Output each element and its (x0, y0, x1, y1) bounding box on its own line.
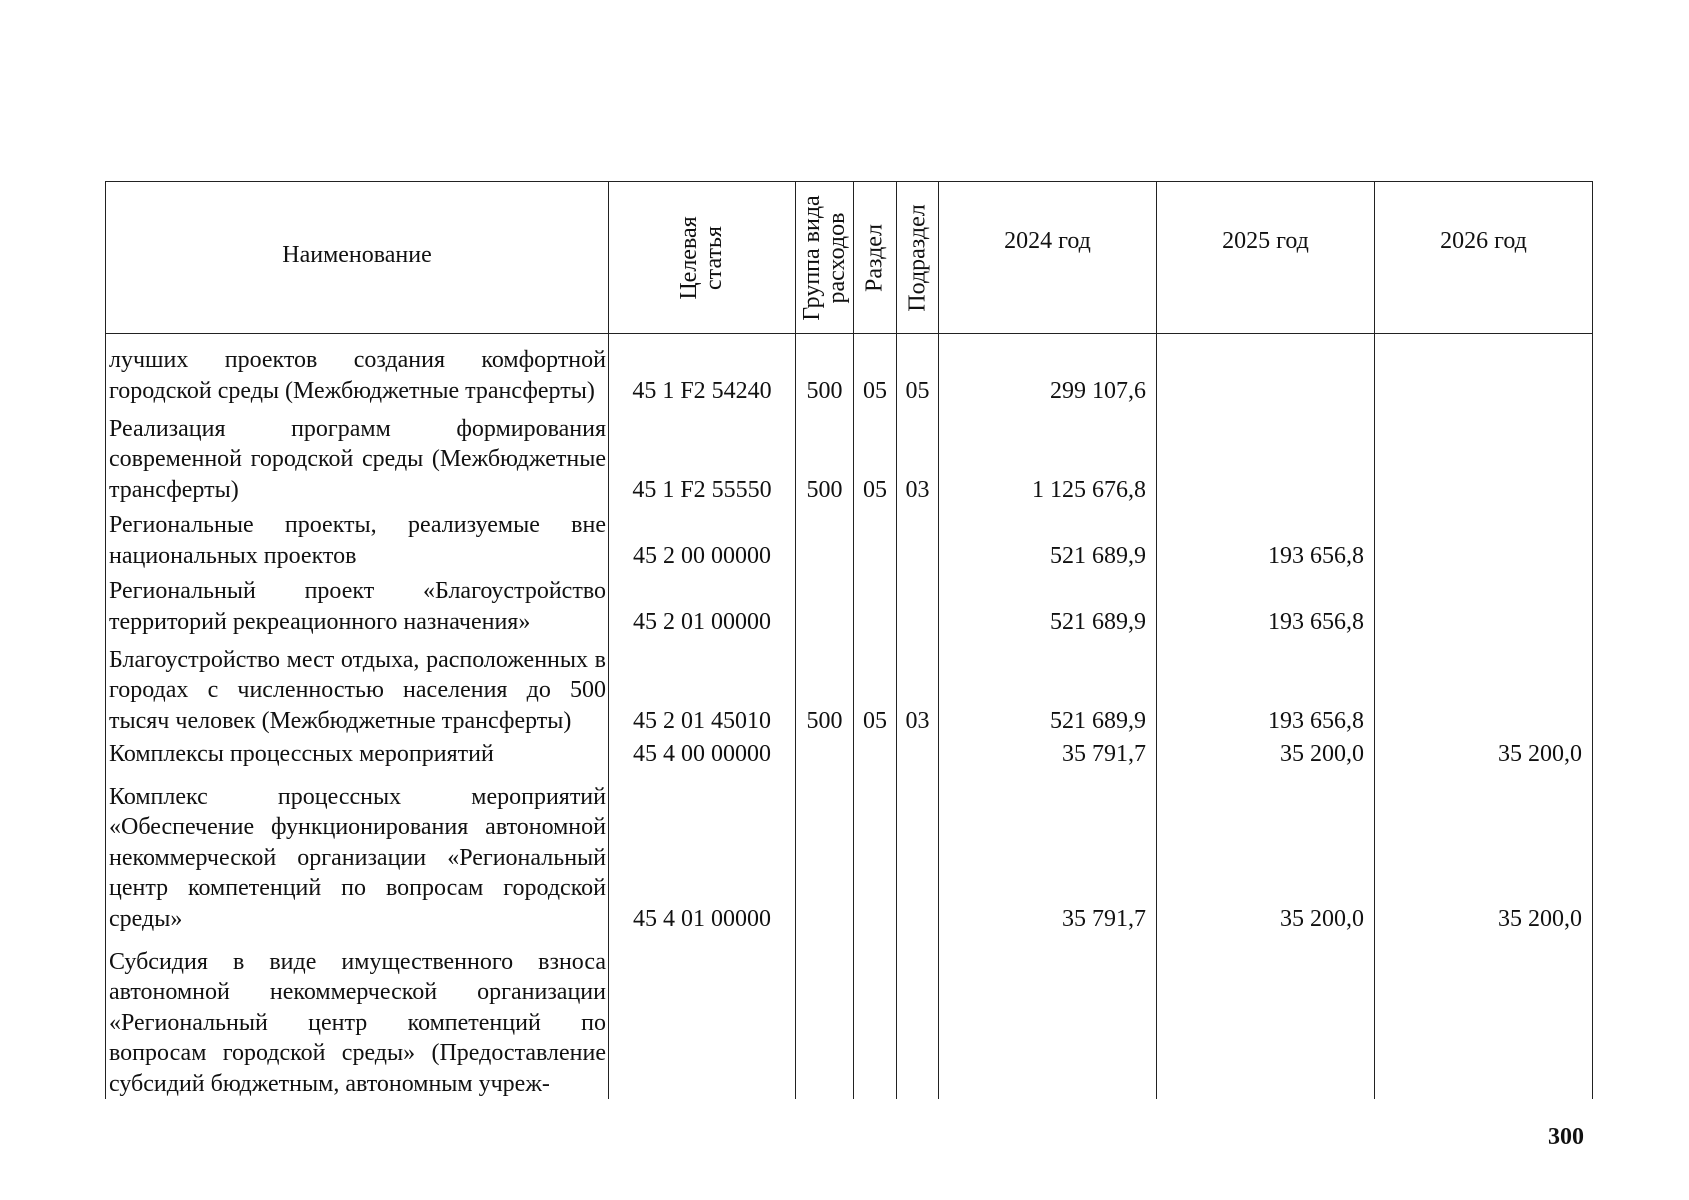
row-amount-2024: 1 125 676,8 (939, 406, 1157, 505)
table-row (106, 736, 1593, 769)
row-section (854, 571, 897, 637)
row-amount-2026 (1375, 334, 1593, 407)
row-amount-2025: 35 200,0 (1157, 736, 1375, 769)
header-target-article: Целевая статья (675, 215, 727, 300)
header-subsection-cell (897, 182, 939, 334)
header-name: Наименование (106, 182, 609, 334)
row-subsection: 05 (897, 334, 939, 407)
row-target-article (609, 934, 796, 1099)
table-row (106, 406, 1593, 505)
row-amount-2025: 193 656,8 (1157, 505, 1375, 571)
table-body (106, 334, 1593, 1100)
header-row (106, 182, 1593, 334)
row-expense-group (796, 934, 854, 1099)
row-section (854, 934, 897, 1099)
header-expense-group-cell (796, 182, 854, 334)
table-row (106, 571, 1593, 637)
budget-table (105, 181, 1593, 1099)
row-expense-group: 500 (796, 637, 854, 736)
row-amount-2024: 521 689,9 (939, 637, 1157, 736)
row-target-article: 45 1 F2 54240 (609, 334, 796, 407)
table-row (106, 769, 1593, 934)
table-row (106, 637, 1593, 736)
row-section (854, 505, 897, 571)
row-target-article: 45 4 01 00000 (609, 769, 796, 934)
header-subsection: Подраздел (903, 203, 930, 312)
row-amount-2025: 193 656,8 (1157, 637, 1375, 736)
row-expense-group (796, 505, 854, 571)
table-header (106, 182, 1593, 334)
row-target-article: 45 2 01 00000 (609, 571, 796, 637)
row-amount-2024: 35 791,7 (939, 769, 1157, 934)
row-subsection: 03 (897, 637, 939, 736)
header-expense-group: Группа вида расходов (798, 194, 850, 321)
row-amount-2025 (1157, 334, 1375, 407)
header-year-2025: 2025 год (1157, 182, 1375, 334)
row-amount-2026 (1375, 406, 1593, 505)
row-amount-2026: 35 200,0 (1375, 736, 1593, 769)
row-amount-2025: 193 656,8 (1157, 571, 1375, 637)
row-amount-2026 (1375, 571, 1593, 637)
row-amount-2026: 35 200,0 (1375, 769, 1593, 934)
row-expense-group: 500 (796, 334, 854, 407)
row-expense-group (796, 736, 854, 769)
row-section (854, 736, 897, 769)
page-number: 300 (1548, 1124, 1584, 1150)
row-section (854, 769, 897, 934)
row-expense-group: 500 (796, 406, 854, 505)
table-row (106, 934, 1593, 1099)
row-name: Благоустройство мест отдыха, расположенных в городах с численностью населения до 500 тысяч человек (Межбюджетные трансферты) (106, 637, 609, 736)
header-year-2024: 2024 год (939, 182, 1157, 334)
header-target-article-cell (609, 182, 796, 334)
row-name: Комплекс процессных мероприятий «Обеспечение функционирования автономной некоммерческой организации «Региональный центр компетенций по вопросам городской среды» (106, 769, 609, 934)
row-name: Региональный проект «Благоустройство территорий рекреационного назначения» (106, 571, 609, 637)
header-year-2026: 2026 год (1375, 182, 1593, 334)
row-target-article: 45 1 F2 55550 (609, 406, 796, 505)
row-section: 05 (854, 406, 897, 505)
row-amount-2025 (1157, 934, 1375, 1099)
row-amount-2024 (939, 934, 1157, 1099)
row-amount-2024: 299 107,6 (939, 334, 1157, 407)
row-expense-group (796, 769, 854, 934)
row-amount-2026 (1375, 934, 1593, 1099)
header-section: Раздел (861, 223, 888, 292)
table-row (106, 334, 1593, 407)
row-subsection (897, 769, 939, 934)
row-amount-2024: 521 689,9 (939, 571, 1157, 637)
row-subsection (897, 571, 939, 637)
row-name: лучших проектов создания комфортной городской среды (Межбюджетные трансферты) (106, 334, 609, 407)
row-name: Региональные проекты, реализуемые вне национальных проектов (106, 505, 609, 571)
table-row (106, 505, 1593, 571)
row-name: Комплексы процессных мероприятий (106, 736, 609, 769)
row-amount-2026 (1375, 505, 1593, 571)
row-subsection (897, 505, 939, 571)
row-amount-2026 (1375, 637, 1593, 736)
row-amount-2025: 35 200,0 (1157, 769, 1375, 934)
row-name: Субсидия в виде имущественного взноса автономной некоммерческой организации «Региональный центр компетенций по вопросам городской среды» (Предоставление субсидий бюджетным, автономным учреж- (106, 934, 609, 1099)
row-target-article: 45 2 00 00000 (609, 505, 796, 571)
row-amount-2025 (1157, 406, 1375, 505)
row-target-article: 45 4 00 00000 (609, 736, 796, 769)
row-subsection: 03 (897, 406, 939, 505)
row-name: Реализация программ формирования современной городской среды (Межбюджетные трансферты) (106, 406, 609, 505)
row-section: 05 (854, 637, 897, 736)
row-expense-group (796, 571, 854, 637)
header-section-cell (854, 182, 897, 334)
row-section: 05 (854, 334, 897, 407)
row-amount-2024: 35 791,7 (939, 736, 1157, 769)
row-subsection (897, 736, 939, 769)
row-subsection (897, 934, 939, 1099)
row-amount-2024: 521 689,9 (939, 505, 1157, 571)
row-target-article: 45 2 01 45010 (609, 637, 796, 736)
